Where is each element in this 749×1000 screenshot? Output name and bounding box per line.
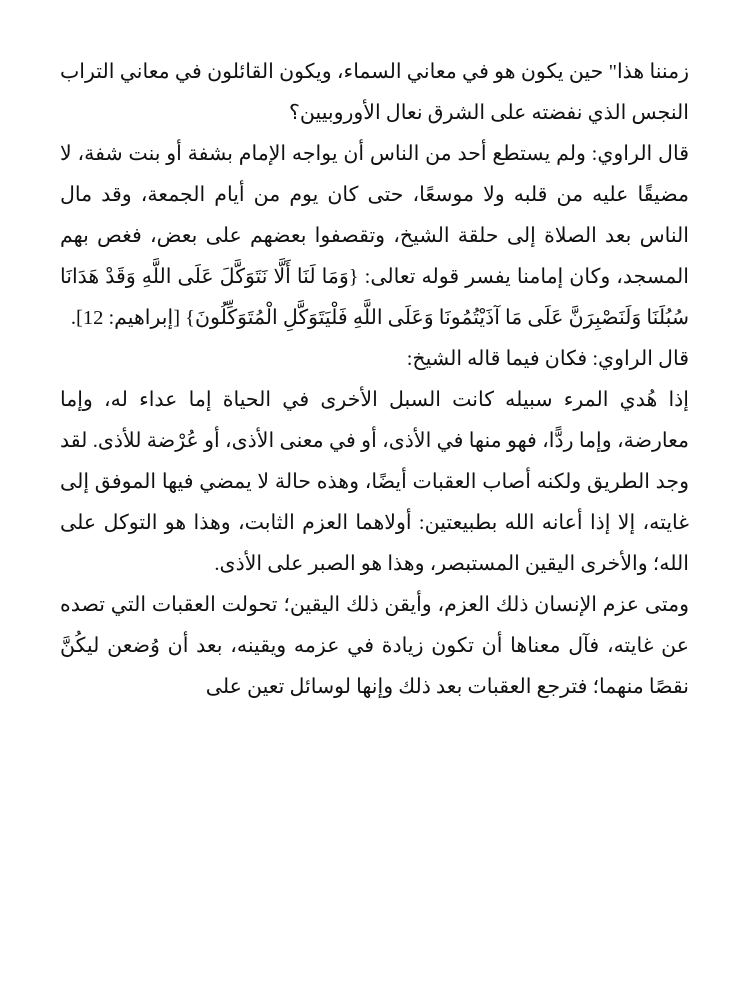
paragraph-2: قال الراوي: ولم يستطع أحد من الناس أن يواجه الإمام بشفة أو بنت شفة، لا مضيقًا عليه من قلبه ولا موسعًا، حتى كان يوم من أيام الجمعة، وقد مال الناس بعد الصلاة إلى حلقة الشيخ، وتقصفوا بعضهم على بعض، فغص بهم المسجد، وكان إمامنا يفسر قوله تعالى: {وَمَا لَنَا أَلَّا نَتَوَكَّلَ عَلَى اللَّهِ وَقَدْ هَدَانَا سُبُلَنَا وَلَنَصْبِرَنَّ عَلَى مَا آذَيْتُمُونَا وَعَلَى اللَّهِ فَلْيَتَوَكَّلِ الْمُتَوَكِّلُونَ} [إبراهيم: 12]. bbox=[60, 143, 689, 329]
paragraph-4: إذا هُدي المرء سبيله كانت السبل الأخرى في الحياة إما عداء له، وإما معارضة، وإما ردًّا، فهو منها في الأذى، أو في معنى الأذى، أو عُرْضة للأذى. لقد وجد الطريق ولكنه أصاب العقبات أيضًا، وهذه حالة لا يمضي فيها الموفق إلى غايته، إلا إذا أعانه الله بطبيعتين: أولاهما العزم الثابت، وهذا هو التوكل على الله؛ والأخرى اليقين المستبصر، وهذا هو الصبر على الأذى. bbox=[60, 389, 689, 575]
paragraph-3: قال الراوي: فكان فيما قاله الشيخ: bbox=[406, 348, 689, 370]
paragraph-5: ومتى عزم الإنسان ذلك العزم، وأيقن ذلك اليقين؛ تحولت العقبات التي تصده عن غايته، فآل معناها أن تكون زيادة في عزمه ويقينه، بعد أن وُضعن ليكُنَّ نقصًا منهما؛ فترجع العقبات بعد ذلك وإنها لوسائل تعين على bbox=[60, 594, 689, 698]
paragraph-1: زمننا هذا" حين يكون هو في معاني السماء، ويكون القائلون في معاني التراب النجس الذي نفضته على الشرق نعال الأوروبيين؟ bbox=[60, 61, 689, 124]
